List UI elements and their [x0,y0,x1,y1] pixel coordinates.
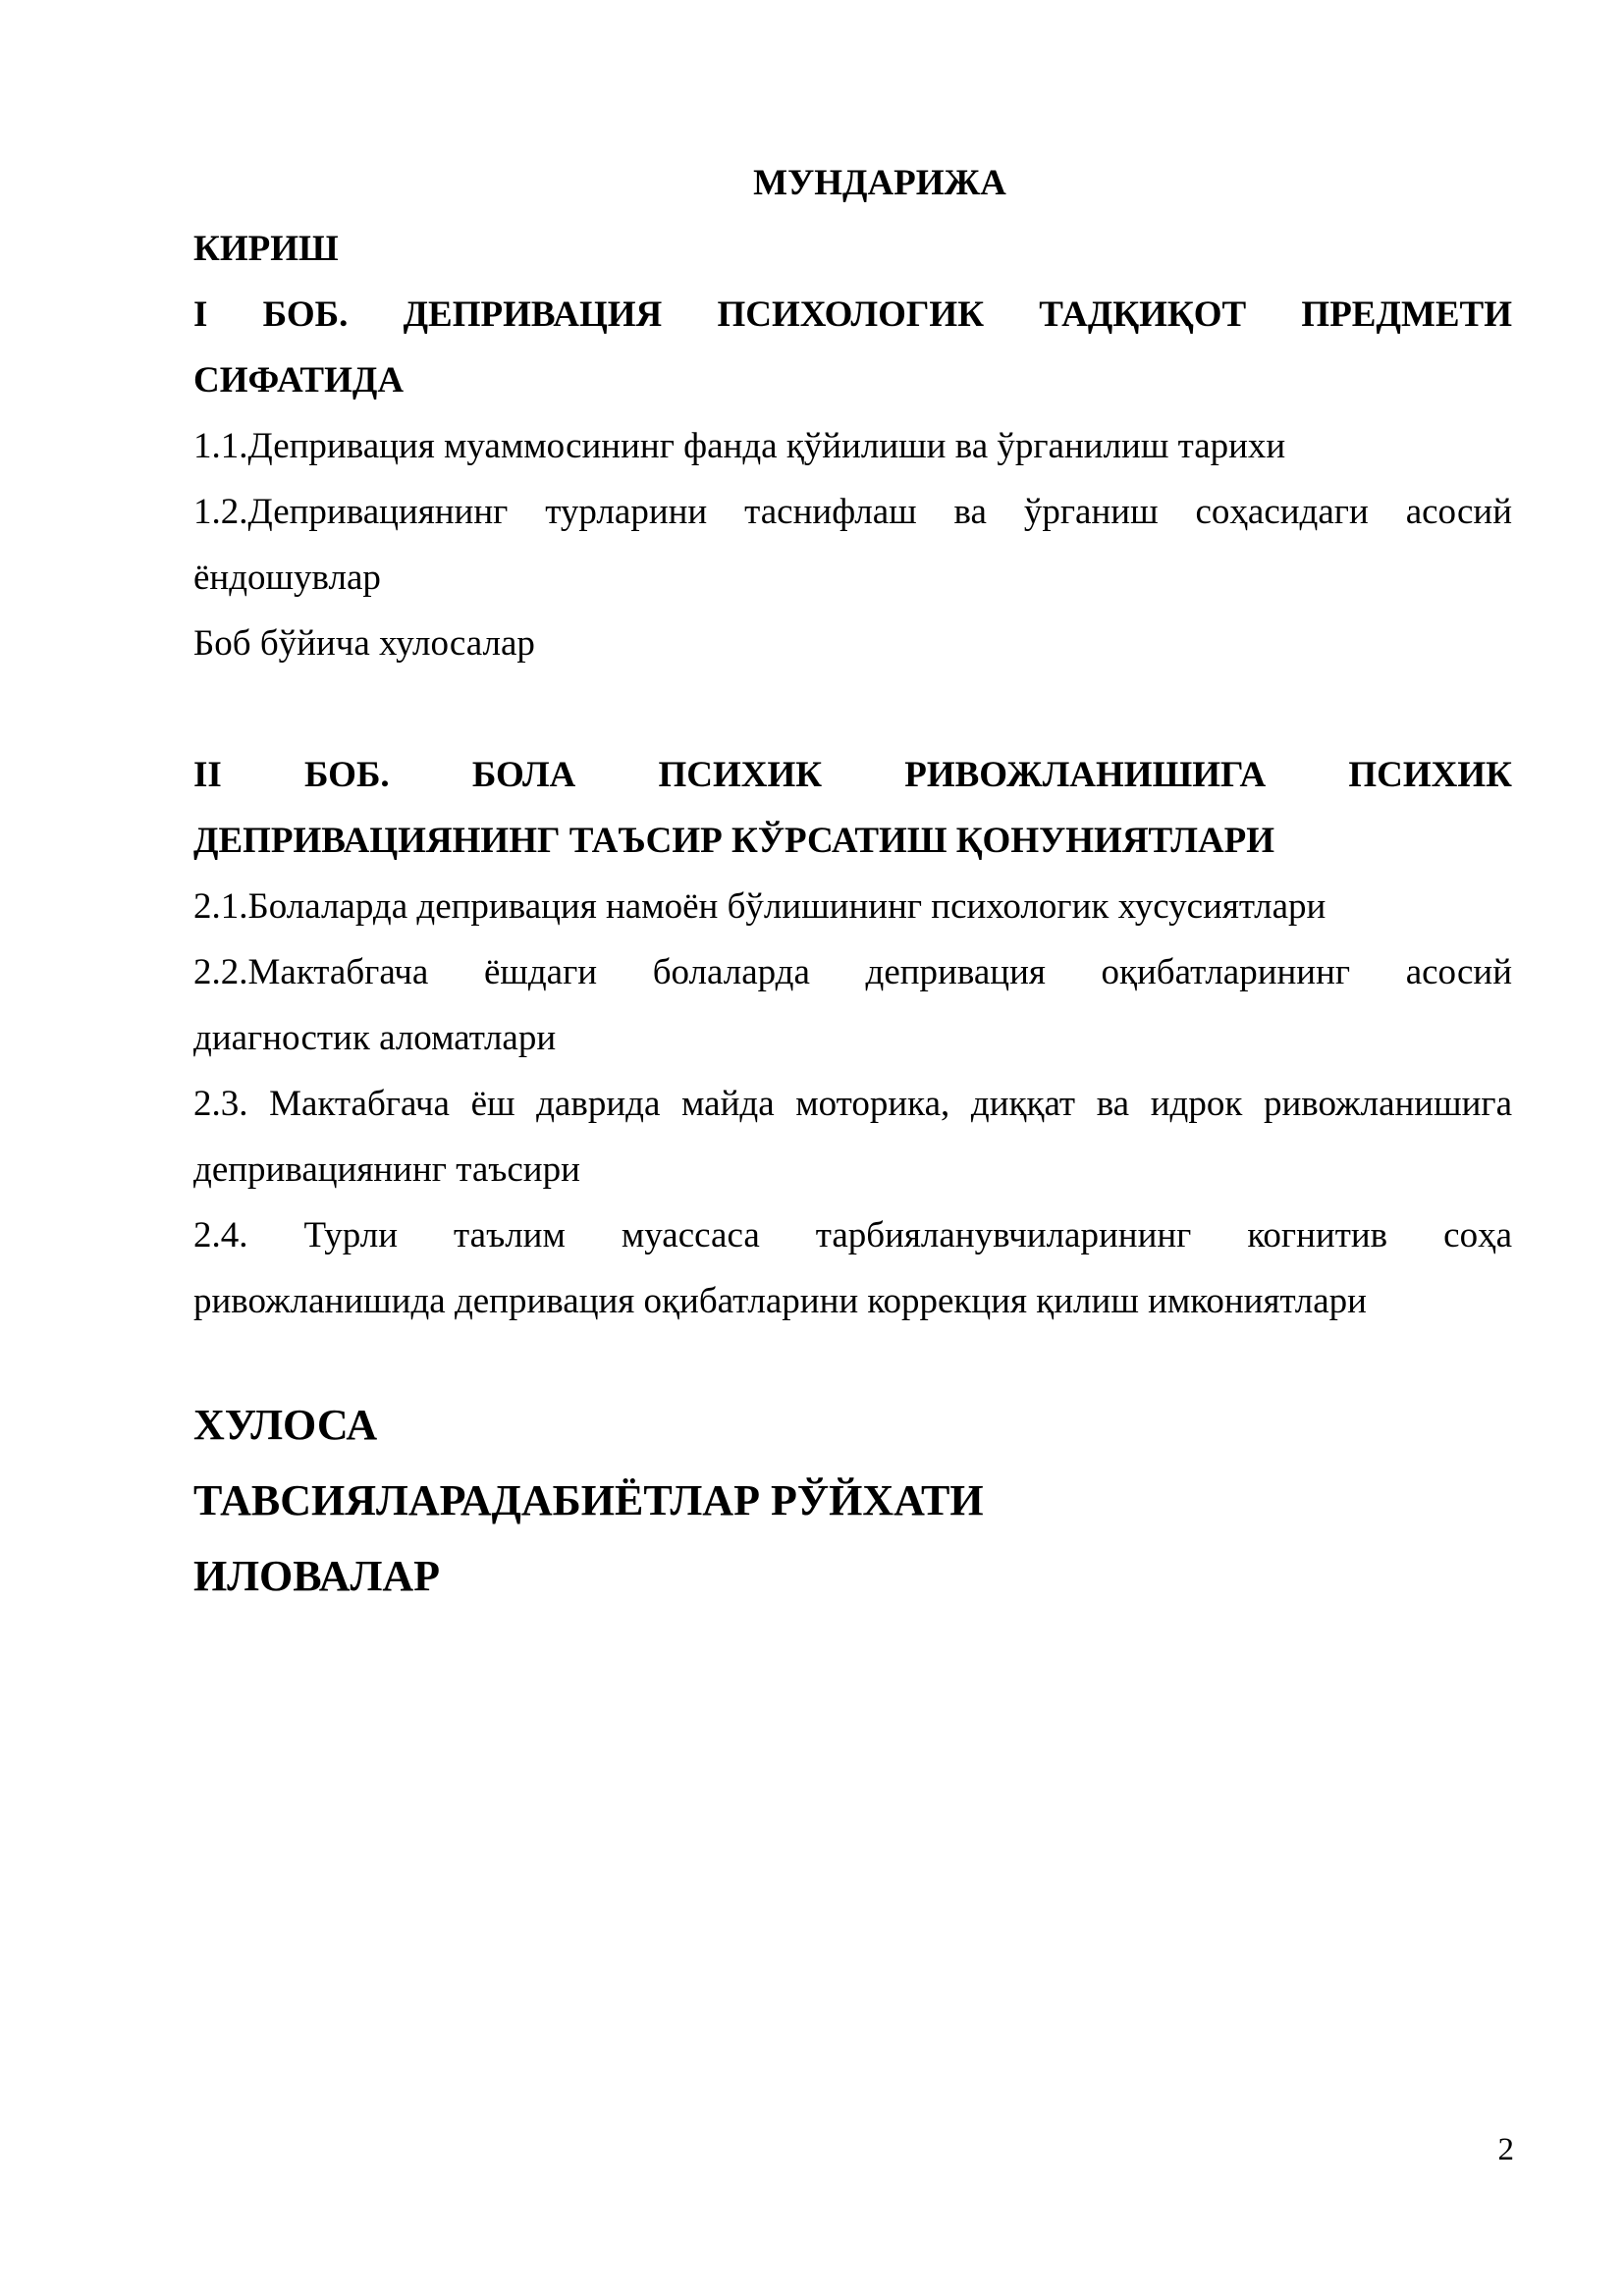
toc-intro: КИРИШ [193,229,339,269]
chapter1-heading-line2: СИФАТИДА [193,360,405,400]
page-number: 2 [1497,2132,1514,2167]
toc-item-2-2-line1: 2.2.Мактабгача ёшдаги болаларда депривация оқибатларининг асосий [193,952,1512,992]
spacer [193,676,1512,742]
chapter2-heading-line1: II БОБ. БОЛА ПСИХИК РИВОЖЛАНИШИГА ПСИХИК [193,755,1512,795]
toc-item-2-2-line2: диагностик аломатлари [193,1018,557,1058]
toc-item-2-1: 2.1.Болаларда депривация намоён бўлишининг психологик хусусиятлари [193,886,1326,927]
chapter1-conclusion: Боб бўйича хулосалар [193,623,535,664]
chapter1-heading-line1: I БОБ. ДЕПРИВАЦИЯ ПСИХОЛОГИК ТАДҚИҚОТ ПРЕДМЕТИ [193,294,1512,335]
toc-recommendations: ТАВСИЯЛАРАДАБИЁТЛАР РЎЙХАТИ [193,1476,984,1524]
toc-item-1-1: 1.1.Депривация муаммосининг фанда қўйилиши ва ўрганилиш тарихи [193,426,1286,466]
table-of-contents [193,150,1512,1614]
toc-item-1-2-line1: 1.2.Депривациянинг турларини таснифлаш ва ўрганиш соҳасидаги асосий [193,492,1512,532]
chapter2-heading-line2: ДЕПРИВАЦИЯНИНГ ТАЪСИР КЎРСАТИШ ҚОНУНИЯТЛАРИ [193,821,1275,861]
toc-item-2-4-line1: 2.4. Турли таълим муассаса тарбияланувчиларининг когнитив соҳа [193,1215,1512,1255]
toc-appendices: ИЛОВАЛАР [193,1552,441,1600]
toc-conclusion: ХУЛОСА [193,1401,378,1449]
toc-title: МУНДАРИЖА [753,163,1006,203]
spacer [193,1334,1512,1387]
toc-item-2-3-line2: депривациянинг таъсири [193,1149,580,1190]
toc-item-2-3-line1: 2.3. Мактабгача ёш даврида майда моторика, диққат ва идрок ривожланишига [193,1084,1512,1124]
toc-item-1-2-line2: ёндошувлар [193,558,381,598]
toc-item-2-4-line2: ривожланишида депривация оқибатларини коррекция қилиш имкониятлари [193,1281,1367,1321]
